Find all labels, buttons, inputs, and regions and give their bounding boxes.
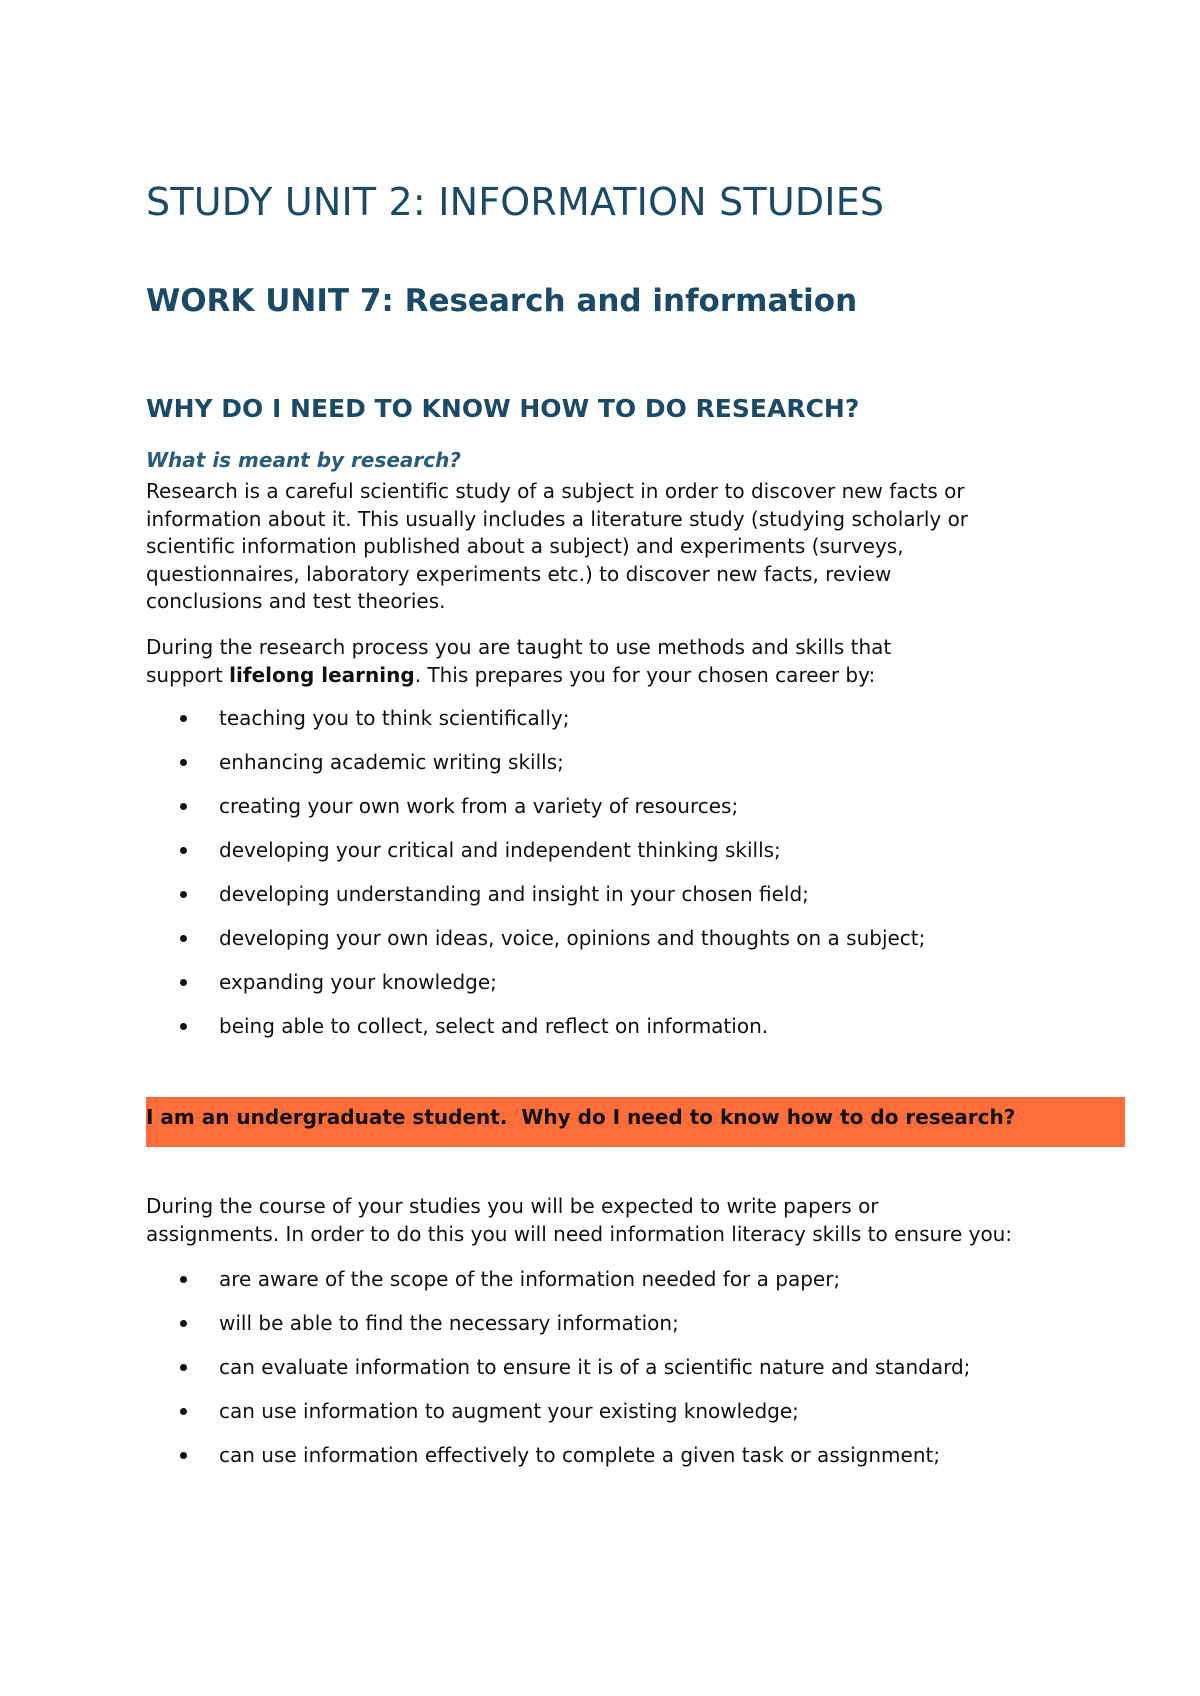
paragraph-line: assignments. In order to do this you will need information literacy skills to ensure you: <box>146 1221 1013 1246</box>
information-literacy-list <box>146 1265 970 1485</box>
bullet-icon <box>180 1320 187 1327</box>
list-item <box>146 880 925 924</box>
list-item <box>146 1309 970 1353</box>
bullet-icon <box>180 1452 187 1459</box>
list-item <box>146 792 925 836</box>
paragraph-line: Research is a careful scientific study of a subject in order to discover new facts or <box>146 479 965 503</box>
research-definition-paragraph <box>146 478 1086 616</box>
list-item <box>146 704 925 748</box>
career-benefits-list <box>146 704 925 1056</box>
list-item <box>146 968 925 1012</box>
studies-paragraph <box>146 1193 1086 1248</box>
list-item <box>146 836 925 880</box>
bullet-icon <box>180 891 187 898</box>
bullet-icon <box>180 847 187 854</box>
list-item-text: developing your own ideas, voice, opinions and thoughts on a subject; <box>219 926 926 950</box>
list-item-text: teaching you to think scientifically; <box>219 706 570 730</box>
paragraph-line: questionnaires, laboratory experiments etc.) to discover new facts, review <box>146 561 892 586</box>
paragraph-line: During the research process you are taught to use methods and skills that <box>146 635 892 659</box>
lifelong-learning-emphasis: lifelong learning <box>229 662 415 687</box>
bullet-icon <box>180 1364 187 1371</box>
list-item-text: developing understanding and insight in your chosen field; <box>219 882 809 906</box>
bullet-icon <box>180 1023 187 1030</box>
list-item-text: can use information effectively to complete a given task or assignment; <box>219 1443 941 1467</box>
list-item <box>146 748 925 792</box>
list-item <box>146 1441 970 1485</box>
research-definition-subheading: What is meant by research? <box>146 448 461 472</box>
list-item-text: developing your critical and independent thinking skills; <box>219 838 781 862</box>
bullet-icon <box>180 979 187 986</box>
work-unit-title: WORK UNIT 7: Research and information <box>146 283 858 319</box>
paragraph-text: . This prepares you for your chosen career by: <box>414 662 876 687</box>
callout-text: I am an undergraduate student. Why do I need to know how to do research? <box>146 1105 1016 1129</box>
bullet-icon <box>180 759 187 766</box>
list-item <box>146 1012 925 1056</box>
research-process-paragraph <box>146 634 1086 689</box>
paragraph-line: scientific information published about a subject) and experiments (surveys, <box>146 534 904 558</box>
list-item <box>146 1353 970 1397</box>
list-item-text: enhancing academic writing skills; <box>219 750 564 774</box>
list-item-text: can evaluate information to ensure it is of a scientific nature and standard; <box>219 1355 971 1379</box>
undergraduate-callout <box>146 1097 1125 1147</box>
paragraph-line: conclusions and test theories. <box>146 589 446 613</box>
list-item-text: being able to collect, select and reflect on information. <box>219 1014 769 1038</box>
section-heading: WHY DO I NEED TO KNOW HOW TO DO RESEARCH? <box>146 394 860 423</box>
paragraph-line: information about it. This usually includes a literature study (studying scholarly or <box>146 506 969 531</box>
bullet-icon <box>180 1408 187 1415</box>
list-item <box>146 924 925 968</box>
list-item <box>146 1397 970 1441</box>
bullet-icon <box>180 803 187 810</box>
list-item-text: expanding your knowledge; <box>219 970 497 994</box>
list-item-text: will be able to find the necessary information; <box>219 1311 679 1335</box>
list-item <box>146 1265 970 1309</box>
paragraph-line: During the course of your studies you will be expected to write papers or <box>146 1194 879 1218</box>
paragraph-text: support <box>146 662 230 687</box>
list-item-text: creating your own work from a variety of resources; <box>219 794 739 818</box>
bullet-icon <box>180 1276 187 1283</box>
list-item-text: can use information to augment your existing knowledge; <box>219 1399 799 1423</box>
paragraph-line <box>146 662 1086 690</box>
study-unit-title: STUDY UNIT 2: INFORMATION STUDIES <box>146 180 885 224</box>
list-item-text: are aware of the scope of the information needed for a paper; <box>219 1267 841 1291</box>
bullet-icon <box>180 935 187 942</box>
bullet-icon <box>180 715 187 722</box>
